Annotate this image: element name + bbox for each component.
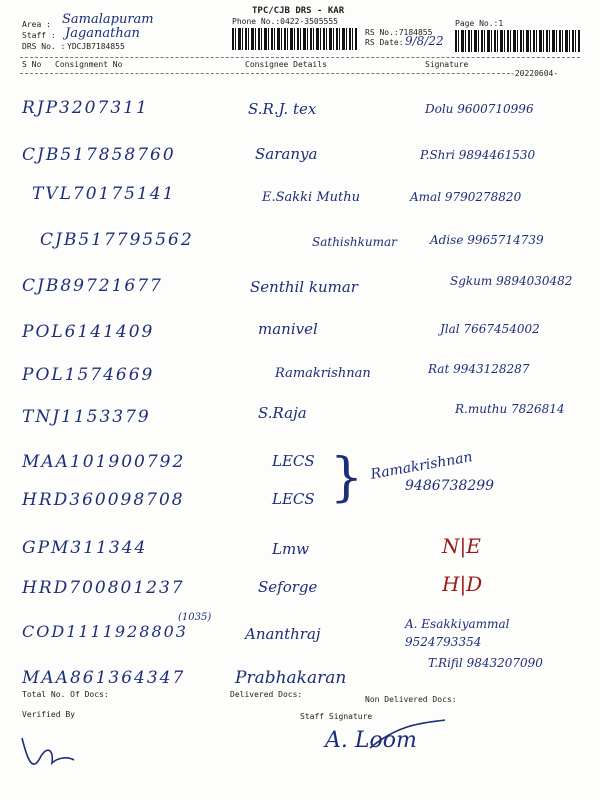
row-6-consignment: POL6141409 xyxy=(22,322,155,342)
row-11-consignee: Lmw xyxy=(272,540,310,558)
row-14-signature: T.Rifil 9843207090 xyxy=(428,656,543,670)
drs-value: YDCJB7184855 xyxy=(67,42,125,51)
row-12-consignment: HRD700801237 xyxy=(22,578,185,598)
row-4-consignment: CJB517795562 xyxy=(40,230,194,250)
row-9-consignee: LECS xyxy=(272,452,315,470)
report-code: -20220604- xyxy=(510,69,559,78)
row-4-signature: Adise 9965714739 xyxy=(430,233,544,247)
col-consignee: Consignee Details xyxy=(245,60,327,69)
verified-by-label: Verified By xyxy=(22,710,75,719)
row-12-signature: H|D xyxy=(442,572,483,596)
col-sno: S No xyxy=(22,60,42,69)
row-6-signature: Jlal 7667454002 xyxy=(440,322,540,336)
row-6-consignee: manivel xyxy=(258,320,318,338)
row-5-consignment: CJB89721677 xyxy=(22,276,163,296)
row-1-consignee: S.R.J. tex xyxy=(248,100,317,118)
row-11-signature: N|E xyxy=(442,534,481,558)
row-11-consignment: GPM311344 xyxy=(22,538,148,558)
row-2-consignee: Saranya xyxy=(255,145,318,163)
row-8-consignee: S.Raja xyxy=(258,404,307,422)
column-divider xyxy=(20,73,510,74)
staff-signature-label: Staff Signature xyxy=(300,712,373,721)
area-label: Area : xyxy=(22,20,51,29)
verifier-signature xyxy=(12,718,82,778)
row-13-note: (1035) xyxy=(178,612,212,623)
row-7-signature: Rat 9943128287 xyxy=(428,362,530,376)
rs-number: RS No.:7184855 xyxy=(365,28,433,37)
row-1-signature: Dolu 9600710996 xyxy=(425,102,534,116)
row-13-consignee: Ananthraj xyxy=(245,625,321,643)
phone-number: Phone No.:0422-3505555 xyxy=(232,17,338,26)
row-10-signature: 9486738299 xyxy=(405,478,495,494)
barcode xyxy=(232,28,357,50)
row-13-consignment: COD1111928803 xyxy=(22,622,188,641)
row-14-consignment: MAA861364347 xyxy=(22,668,186,688)
total-docs-label: Total No. Of Docs: xyxy=(22,690,109,699)
row-7-consignment: POL1574669 xyxy=(22,365,155,385)
row-3-signature: Amal 9790278820 xyxy=(410,190,522,204)
row-9-signature: Ramakrishnan xyxy=(369,449,474,483)
delivered-docs-label: Delivered Docs: xyxy=(230,690,303,699)
row-10-consignment: HRD360098708 xyxy=(22,490,185,510)
row-3-consignee: E.Sakki Muthu xyxy=(262,190,360,205)
row-5-signature: Sgkum 9894030482 xyxy=(450,274,573,288)
area-value: Samalapuram xyxy=(62,12,154,27)
row-4-consignee: Sathishkumar xyxy=(312,235,397,249)
staff-signature-stroke xyxy=(360,718,450,763)
drs-label: DRS No. : xyxy=(22,42,66,51)
non-delivered-docs-label: Non Delivered Docs: xyxy=(365,695,457,704)
brace-mark: } xyxy=(330,448,364,508)
rs-date-label: RS Date: xyxy=(365,38,404,47)
rs-date-value: 9/8/22 xyxy=(405,34,444,48)
row-13-signature: A. Esakkiyammal 9524793354 xyxy=(405,617,510,649)
page-title: TPC/CJB DRS - KAR xyxy=(252,6,345,16)
col-signature: Signature xyxy=(425,60,469,69)
row-2-consignment: CJB517858760 xyxy=(22,145,176,165)
col-consignment: Consignment No xyxy=(55,60,123,69)
row-2-signature: P.Shri 9894461530 xyxy=(420,148,536,162)
row-7-consignee: Ramakrishnan xyxy=(275,366,371,381)
barcode-right xyxy=(455,30,580,52)
row-9-consignment: MAA101900792 xyxy=(22,452,186,472)
staff-signature-value: A. Loom xyxy=(325,728,417,753)
staff-value: Jaganathan xyxy=(65,26,140,41)
row-5-consignee: Senthil kumar xyxy=(250,278,358,296)
header-divider xyxy=(20,57,580,58)
row-12-consignee: Seforge xyxy=(258,578,318,596)
row-8-signature: R.muthu 7826814 xyxy=(455,402,565,416)
page-number: Page No.:1 xyxy=(455,19,504,28)
row-8-consignment: TNJ1153379 xyxy=(22,407,151,427)
row-10-consignee: LECS xyxy=(272,490,315,508)
row-1-consignment: RJP3207311 xyxy=(22,98,149,118)
row-14-consignee: Prabhakaran xyxy=(235,668,347,688)
staff-label: Staff : xyxy=(22,31,56,40)
row-3-consignment: TVL70175141 xyxy=(32,184,176,204)
